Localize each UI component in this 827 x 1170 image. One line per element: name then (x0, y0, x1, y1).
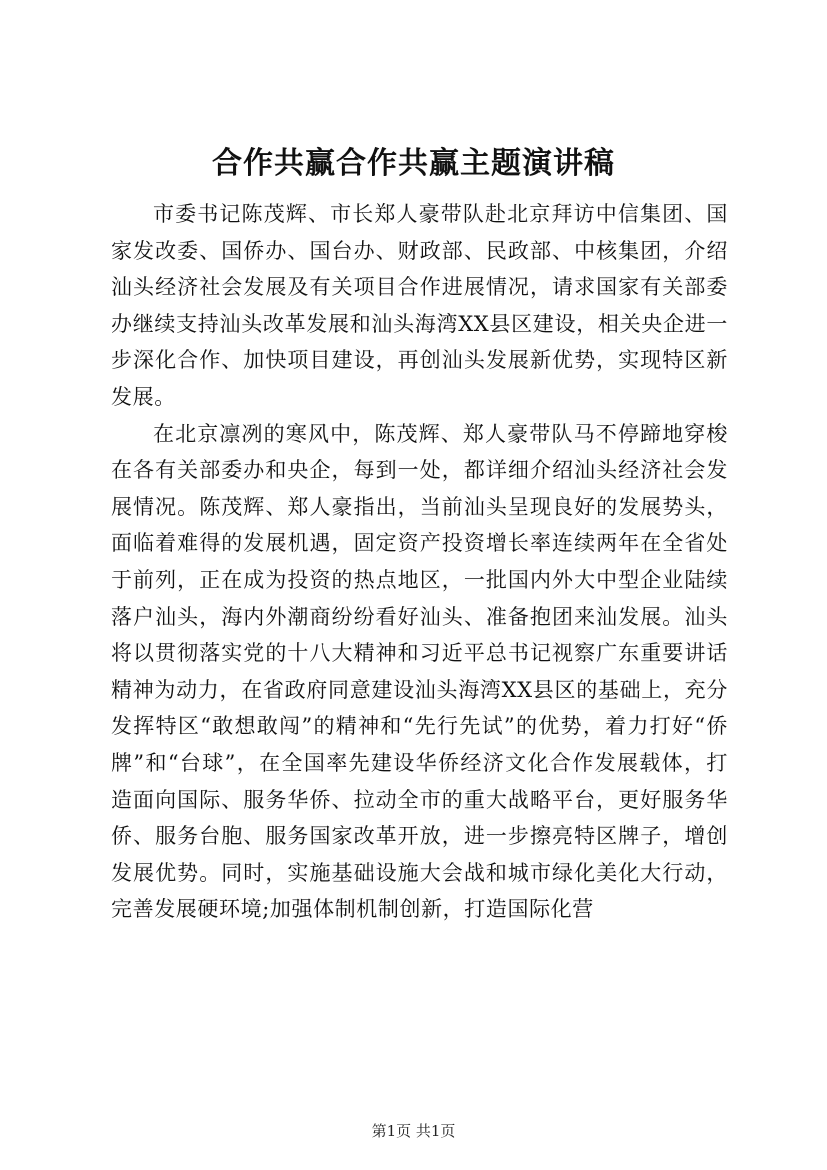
page-number-footer: 第1页 共1页 (371, 1122, 456, 1140)
document-body (111, 196, 728, 928)
document-title: 合作共赢合作共赢主题演讲稿 (212, 146, 615, 181)
paragraph-2: 在北京凛冽的寒风中，陈茂辉、郑人豪带队马不停蹄地穿梭在各有关部委办和央企，每到一处，都详细介绍汕头经济社会发展情况。陈茂辉、郑人豪指出，当前汕头呈现良好的发展势头，面临着难得的发展机遇，固定资产投资增长率连续两年在全省处于前列，正在成为投资的热点地区，一批国内外大中型企业陆续落户汕头，海内外潮商纷纷看好汕头、准备抱团来汕发展。汕头将以贯彻落实党的十八大精神和习近平总书记视察广东重要讲话精神为动力，在省政府同意建设汕头海湾XX县区的基础上，充分发挥特区“敢想敢闯”的精神和“先行先试”的优势，着力打好“侨牌”和“台球”，在全国率先建设华侨经济文化合作发展载体，打造面向国际、服务华侨、拉动全市的重大战略平台，更好服务华侨、服务台胞、服务国家改革开放，进一步擦亮特区牌子，增创发展优势。同时，实施基础设施大会战和城市绿化美化大行动，完善发展硬环境;加强体制机制创新，打造国际化营 (111, 421, 728, 922)
paragraph-1: 市委书记陈茂辉、市长郑人豪带队赴北京拜访中信集团、国家发改委、国侨办、国台办、财政部、民政部、中核集团，介绍汕头经济社会发展及有关项目合作进展情况，请求国家有关部委办继续支持汕头改革发展和汕头海湾XX县区建设，相关央企进一步深化合作、加快项目建设，再创汕头发展新优势，实现特区新发展。 (111, 202, 728, 409)
